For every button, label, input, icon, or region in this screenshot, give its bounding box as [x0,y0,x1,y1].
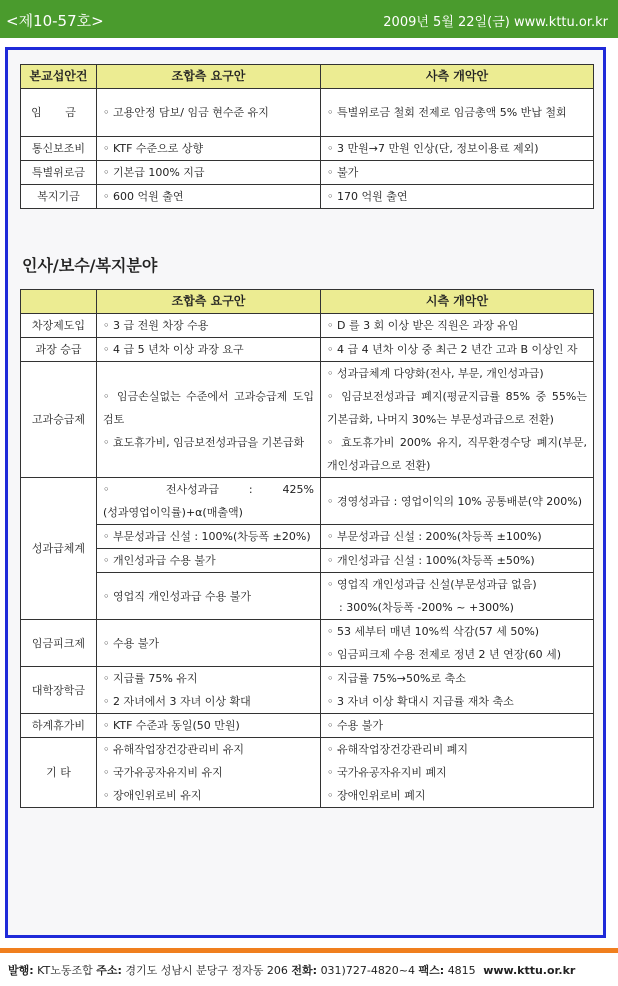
publisher: KT노동조합 [37,964,93,977]
company-proposal: ◦ 부문성과급 신설 : 200%(차등폭 ±100%) [321,525,594,549]
union-proposal: ◦ 3 급 전원 차장 수용 [97,314,321,338]
union-line: ◦ 유해작업장건강관리비 유지 [103,743,244,756]
company-proposal [321,362,594,478]
company-proposal: ◦ 4 급 4 년차 이상 중 최근 2 년간 고과 B 이상인 자 [321,338,594,362]
company-proposal [321,573,594,620]
footer [8,962,575,978]
union-line: ◦ 지급률 75% 유지 [103,672,198,685]
company-line: ◦ 지급률 75%→50%로 축소 [327,672,466,685]
company-line: ◦ 성과급체계 다양화(전사, 부문, 개인성과급) [327,367,544,380]
company-line: ◦ 3 자녀 이상 확대시 지급률 재차 축소 [327,695,514,708]
table-row [21,620,594,667]
company-line: ◦ 임금피크제 수용 전제로 정년 2 년 연장(60 세) [327,648,562,661]
union-proposal [97,667,321,714]
company-line: ◦ 임금보전성과급 폐지(평균지급률 85% 중 55%는 기본급화, 나머지 30%는 부문성과급으로 전환) [327,390,587,426]
table-row [21,362,594,478]
col-header-item: 본교섭안건 [21,65,97,89]
union-line: ◦ 효도휴가비, 임금보전성과급을 기본급화 [103,436,305,449]
union-proposal: ◦ KTF 수준과 동일(50 만원) [97,714,321,738]
row-item: 대학장학금 [21,667,97,714]
company-line: ◦ 53 세부터 매년 10%씩 삭감(57 세 50%) [327,625,540,638]
issue-number: <제10-57호> [6,12,104,30]
row-item: 차장제도입 [21,314,97,338]
row-item: 하계휴가비 [21,714,97,738]
footer-divider [0,948,618,953]
address-label: 주소: [96,964,122,977]
row-item: 특별위로금 [21,161,97,185]
col-header-company: 사측 개악안 [321,65,594,89]
row-item: 기 타 [21,738,97,808]
newsletter-header [0,0,618,38]
publisher-label: 발행: [8,964,34,977]
company-proposal [321,667,594,714]
issue-date-site: 2009년 5월 22일(금) www.kttu.or.kr [383,15,608,30]
union-proposal: ◦ 고용안정 담보/ 임금 현수준 유지 [97,89,321,137]
col-header-union: 조합측 요구안 [97,65,321,89]
union-proposal: ◦ KTF 수준으로 상향 [97,137,321,161]
union-proposal: ◦ 4 급 5 년차 이상 과장 요구 [97,338,321,362]
table-header-row [21,290,594,314]
company-proposal: ◦ 수용 불가 [321,714,594,738]
company-line: ◦ 영업직 개인성과급 신설(부문성과급 없음) [327,578,537,591]
union-proposal: ◦ 기본급 100% 지급 [97,161,321,185]
row-item: 복지기금 [21,185,97,209]
phone-label: 전화: [291,964,318,977]
table-row [21,137,594,161]
website-link[interactable]: www.kttu.or.kr [483,964,576,977]
company-line: ◦ 유해작업장건강관리비 폐지 [327,743,468,756]
company-proposal: ◦ 170 억원 출연 [321,185,594,209]
col-header-union: 조합측 요구안 [97,290,321,314]
company-proposal [321,620,594,667]
table-row [21,478,594,525]
col-header-item [21,290,97,314]
personnel-table [20,289,594,808]
fax-label: 팩스: [418,964,445,977]
union-line: ◦ 2 자녀에서 3 자녀 이상 확대 [103,695,251,708]
content-frame [5,47,606,938]
table-row [21,161,594,185]
company-line: : 300%(차등폭 -200% ~ +300%) [339,601,514,614]
company-line: ◦ 장애인위로비 폐지 [327,789,426,802]
table-row [21,185,594,209]
phone: 031)727-4820~4 [320,964,416,977]
table-row [21,738,594,808]
union-proposal [97,362,321,478]
row-item: 임 금 [21,89,97,137]
row-item: 과장 승급 [21,338,97,362]
union-proposal: ◦ 개인성과급 수용 불가 [97,549,321,573]
union-line: ◦ 임금손실없는 수준에서 고과승급제 도입 검토 [103,390,314,426]
table-row [21,549,594,573]
row-item: 통신보조비 [21,137,97,161]
company-proposal: ◦ 3 만원→7 만원 인상(단, 정보이용료 제외) [321,137,594,161]
row-item: 고과승급제 [21,362,97,478]
table-row [21,573,594,620]
table-row [21,714,594,738]
section-title: 인사/보수/복지분야 [22,256,158,275]
table-row [21,525,594,549]
company-proposal: ◦ D 를 3 회 이상 받은 직원은 과장 유임 [321,314,594,338]
union-line: ◦ 국가유공자유지비 유지 [103,766,223,779]
union-proposal: ◦ 전사성과급 : 425%(성과영업이익률)+α(매출액) [97,478,321,525]
company-proposal: ◦ 불가 [321,161,594,185]
table-row [21,89,594,137]
company-proposal: ◦ 경영성과급 : 영업이익의 10% 공통배분(약 200%) [321,478,594,525]
union-line: ◦ 장애인위로비 유지 [103,789,202,802]
table-row [21,667,594,714]
table-row [21,338,594,362]
company-line: ◦ 효도휴가비 200% 유지, 직무환경수당 폐지(부문, 개인성과급으로 전환) [327,436,587,472]
row-item: 임금피크제 [21,620,97,667]
table-header-row [21,65,594,89]
fax: 4815 [447,964,476,977]
union-proposal: ◦ 수용 불가 [97,620,321,667]
company-line: ◦ 국가유공자유지비 폐지 [327,766,447,779]
row-item: 성과급체계 [21,478,97,620]
union-proposal: ◦ 부문성과급 신설 : 100%(차등폭 ±20%) [97,525,321,549]
table-row [21,314,594,338]
address: 경기도 성남시 분당구 정자동 206 [125,964,288,977]
company-proposal: ◦ 개인성과급 신설 : 100%(차등폭 ±50%) [321,549,594,573]
union-proposal: ◦ 영업직 개인성과급 수용 불가 [97,573,321,620]
negotiation-table [20,64,594,209]
union-proposal: ◦ 600 억원 출연 [97,185,321,209]
col-header-company: 시측 개악안 [321,290,594,314]
company-proposal [321,738,594,808]
union-proposal [97,738,321,808]
company-proposal: ◦ 특별위로금 철회 전제로 임금총액 5% 반납 철회 [321,89,594,137]
